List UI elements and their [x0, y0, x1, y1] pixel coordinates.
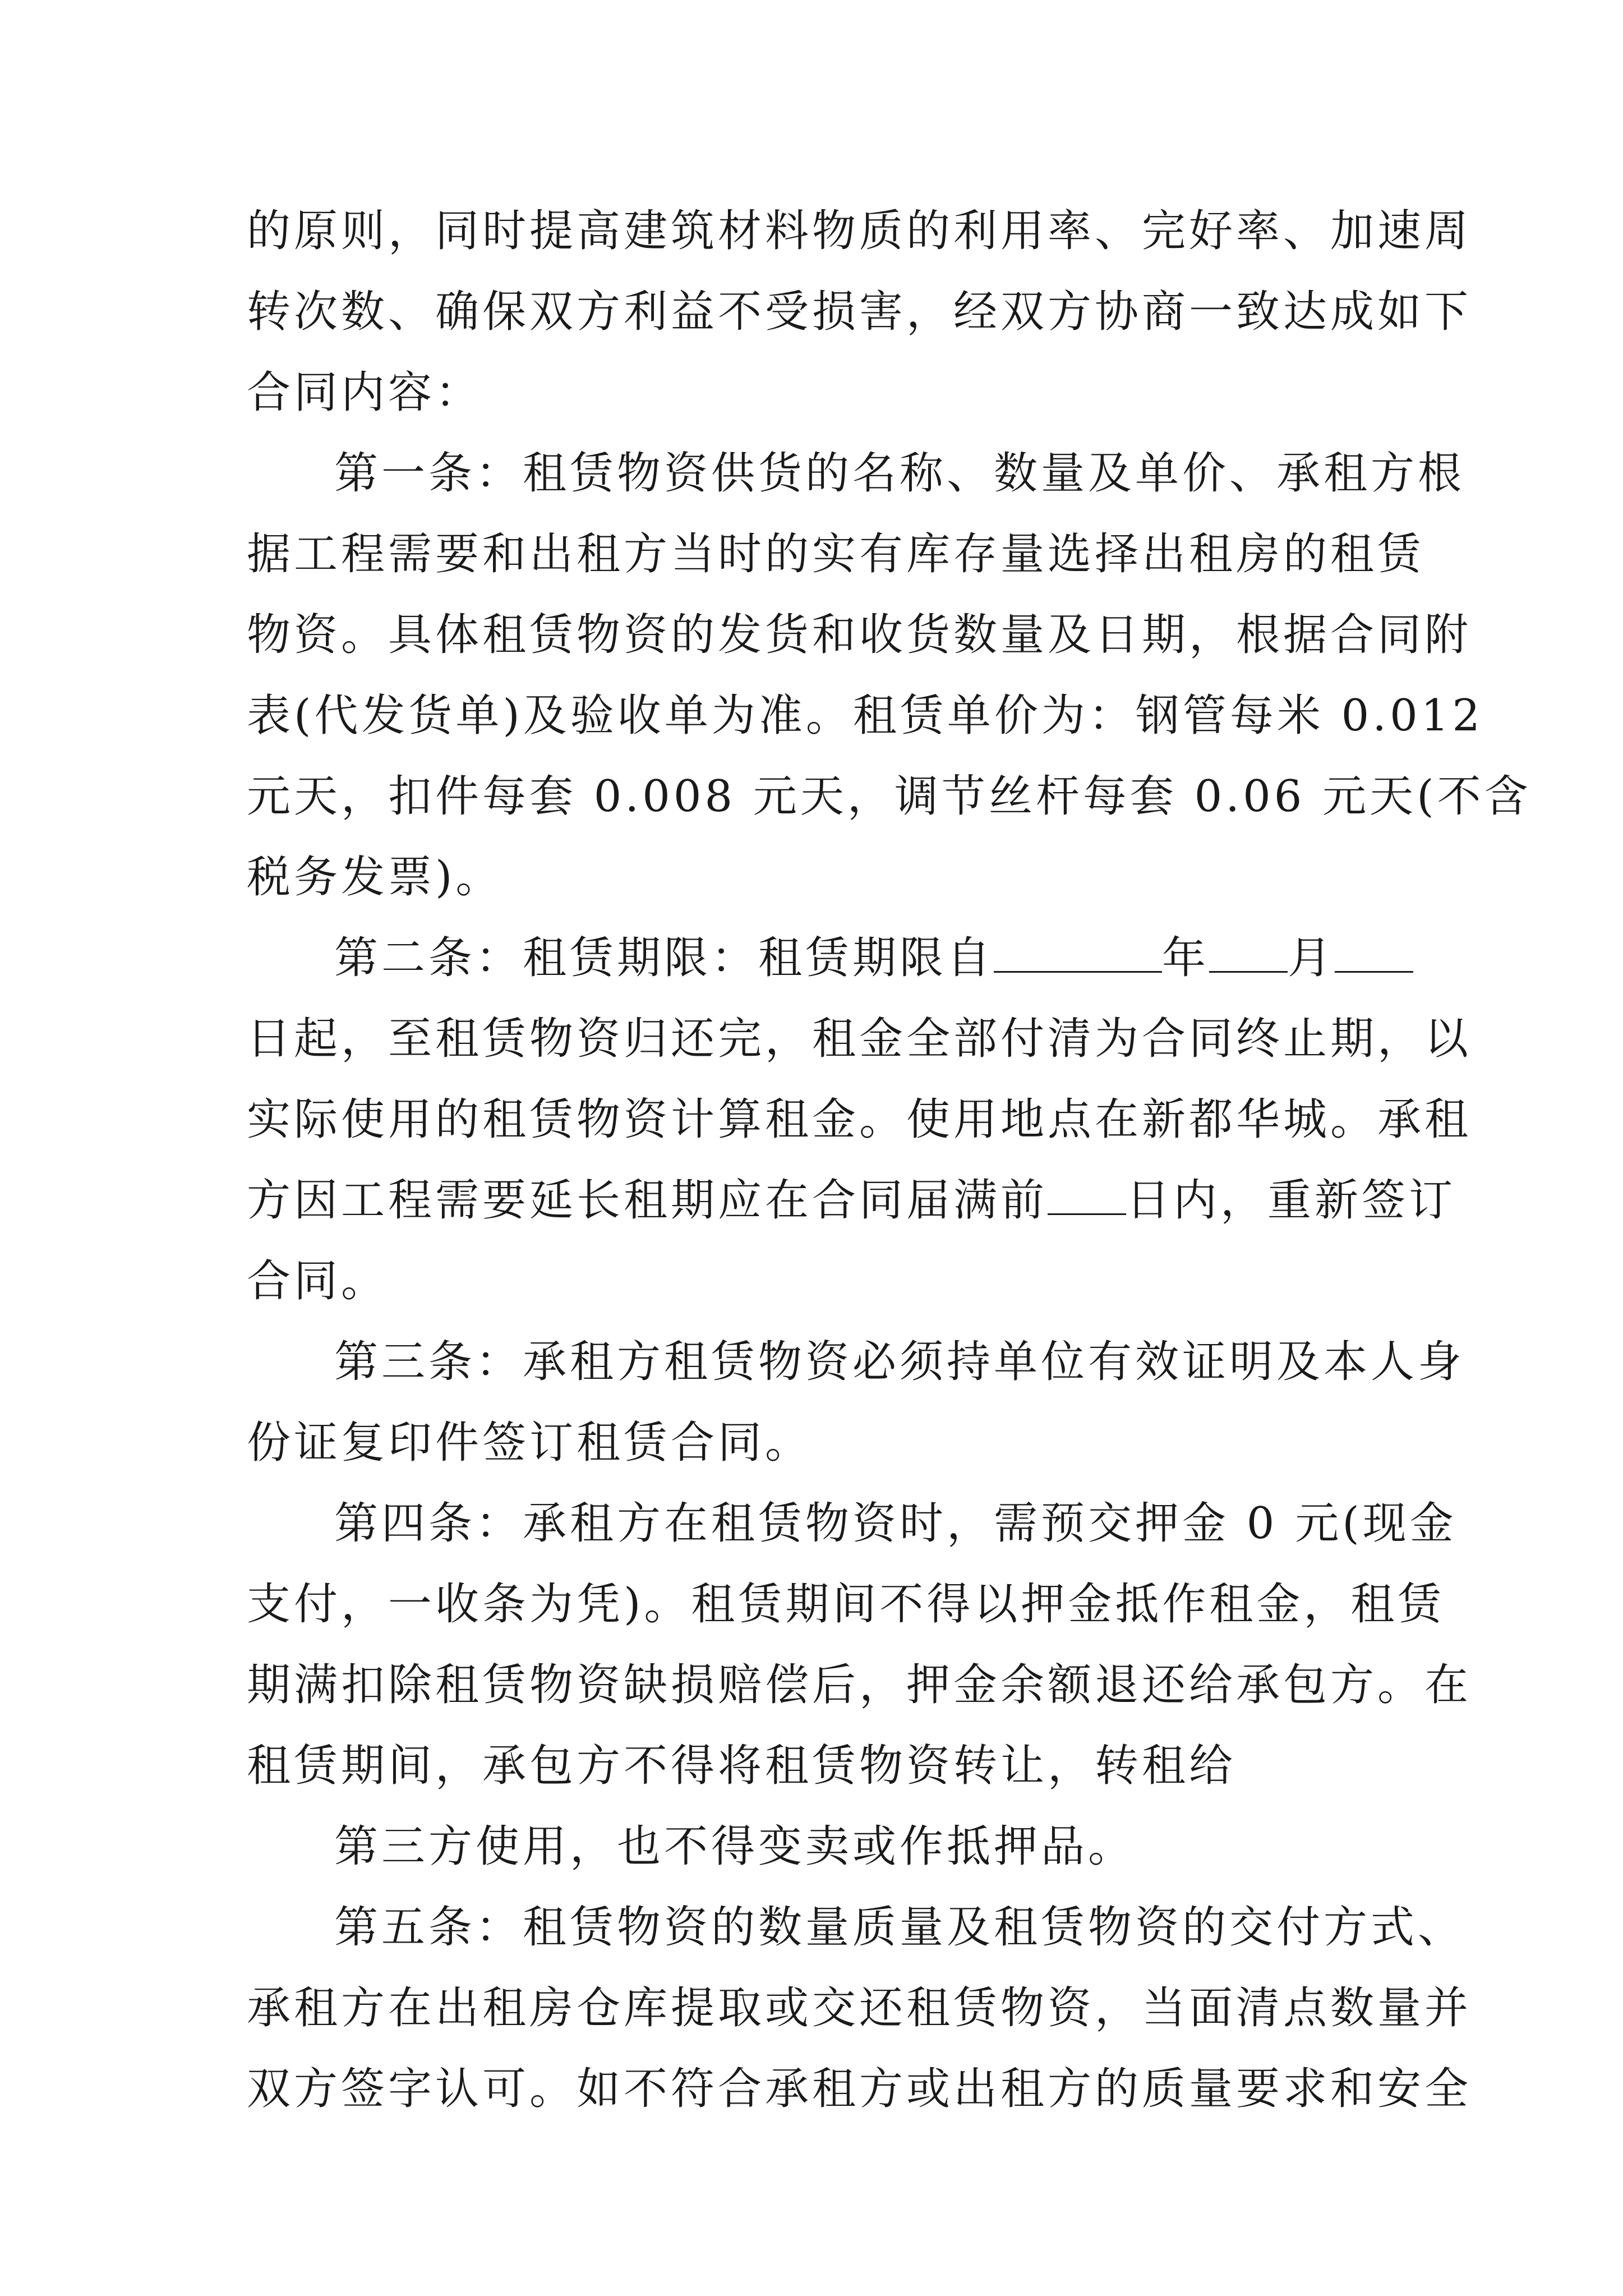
- paragraph-line: 转次数、确保双方利益不受损害，经双方协商一致达成如下: [247, 287, 1472, 337]
- paragraph-line: 元天，扣件每套 0.008 元天，调节丝杆每套 0.06 元天(不含: [247, 771, 1532, 822]
- extension-suffix: 日内，重新签订: [1126, 1175, 1456, 1226]
- paragraph-line: 承租方在出租房仓库提取或交还租赁物资，当面清点数量并: [247, 1983, 1472, 2033]
- paragraph-line: 税务发票)。: [247, 852, 503, 903]
- extension-prefix: 方因工程需要延长租期应在合同届满前: [247, 1175, 1048, 1226]
- month-blank: [1209, 937, 1288, 973]
- article-1-line: 第一条：租赁物资供货的名称、数量及单价、承租方根: [334, 448, 1465, 499]
- paragraph-line: 据工程需要和出租方当时的实有库存量选择出租房的租赁: [247, 529, 1425, 579]
- paragraph-line: 日起，至租赁物资归还完，租金全部付清为合同终止期，以: [247, 1014, 1472, 1064]
- paragraph-line: 期满扣除租赁物资缺损赔偿后，押金余额退还给承包方。在: [247, 1660, 1472, 1710]
- article-2-prefix: 第二条：租赁期限：租赁期限自: [334, 933, 994, 983]
- paragraph-line: 租赁期间，承包方不得将租赁物资转让，转租给: [247, 1741, 1237, 1791]
- contract-body: [247, 191, 1532, 2129]
- paragraph-line: 表(代发货单)及验收单为准。租赁单价为：钢管每米 0.012: [247, 691, 1483, 741]
- paragraph-line: 份证复印件签订租赁合同。: [247, 1418, 813, 1468]
- day-blank: [1335, 937, 1413, 973]
- days-blank: [1048, 1180, 1126, 1215]
- paragraph-line: 合同内容：: [247, 367, 483, 418]
- paragraph-line: 的原则，同时提高建筑材料物质的利用率、完好率、加速周: [247, 206, 1472, 256]
- paragraph-line: [247, 1160, 1456, 1241]
- paragraph-line: 支付，一收条为凭)。租赁期间不得以押金抵作租金，租赁: [247, 1579, 1445, 1630]
- article-3-line: 第三条：承租方租赁物资必须持单位有效证明及本人身: [334, 1337, 1465, 1387]
- year-blank: [994, 937, 1162, 973]
- paragraph-line: 第三方使用，也不得变卖或作抵押品。: [334, 1821, 1136, 1872]
- year-label: 年: [1162, 933, 1210, 983]
- paragraph-line: 合同。: [247, 1256, 389, 1306]
- paragraph-line: 实际使用的租赁物资计算租金。使用地点在新都华城。承租: [247, 1094, 1472, 1145]
- paragraph-line: 物资。具体租赁物资的发货和收货数量及日期，根据合同附: [247, 610, 1472, 660]
- paragraph-line: 双方签字认可。如不符合承租方或出租方的质量要求和安全: [247, 2064, 1472, 2114]
- month-label: 月: [1288, 933, 1335, 983]
- article-4-line: 第四条：承租方在租赁物资时，需预交押金 0 元(现金: [334, 1498, 1457, 1549]
- article-2-line: [247, 918, 1380, 999]
- article-5-line: 第五条：租赁物资的数量质量及租赁物资的交付方式、: [334, 1902, 1465, 1953]
